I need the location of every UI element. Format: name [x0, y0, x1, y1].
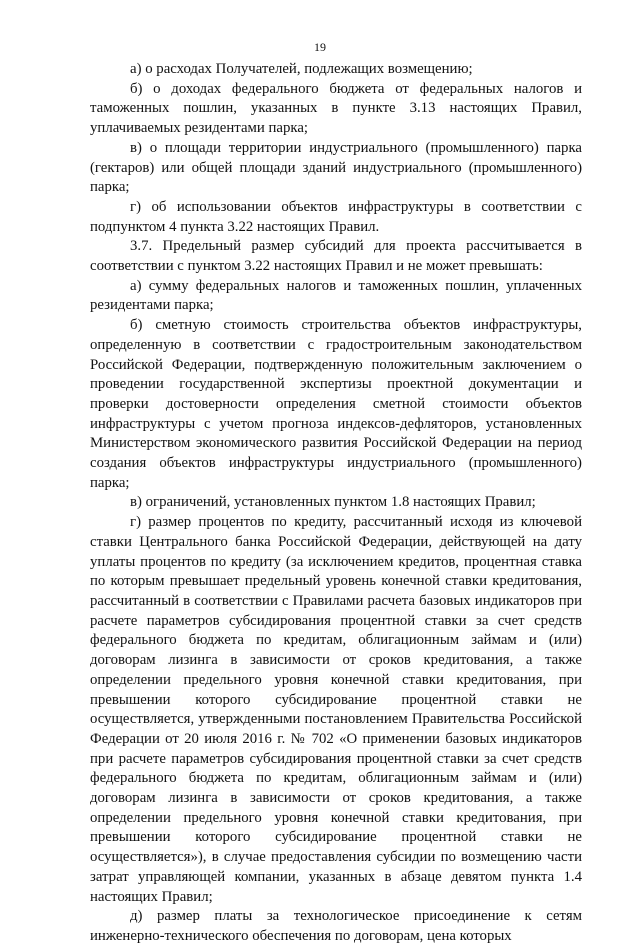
paragraph-3-7-g: г) размер процентов по кредиту, рассчитанный исходя из ключевой ставки Центрального банка Российской Федерации, действующей на дату уплаты процентов по кредиту (за исключением кредитов, процентная ставка по которым превышает предельный уровень конечной ставки кредитования, рассчитанный в соответствии с Правилами расчета базовых индикаторов при расчете параметров субсидирования процентной ставки за счет средств федерального бюджета по кредитам, облигационным займам и (или) договорам лизинга в зависимости от сроков кредитования, а также определении предельного уровня конечной ставки кредитования, при превышении которого субсидирование процентной ставки не осуществляется, утвержденными постановлением Правительства Российской Федерации от 20 июля 2016 г. № 702 «О применении базовых индикаторов при расчете параметров субсидирования процентной ставки за счет средств федерального бюджета по кредитам, облигационным займам и (или) договорам лизинга в зависимости от сроков кредитования, а также определении предельного уровня конечной ставки кредитования, при превышении которого субсидирование процентной ставки не осуществляется»), в случае предоставления субсидии по возмещению части затрат управляющей компании, указанных в абзаце девятом пункта 1.4 настоящих Правил;: [90, 514, 582, 905]
paragraph-3-7-d: д) размер платы за технологическое присоединение к сетям инженерно-технического обеспечения по договорам, цена которых: [90, 908, 582, 944]
paragraph-3-7-a: а) сумму федеральных налогов и таможенных пошлин, уплаченных резидентами парка;: [90, 277, 582, 314]
paragraph-3-7-b: б) сметную стоимость строительства объектов инфраструктуры, определенную в соответствии с градостроительным законодательством Российской Федерации, подтвержденную положительным заключением о проведении государственной экспертизы проектной документации и проверки достоверности определения сметной стоимости объектов инфраструктуры с учетом прогноза индексов-дефляторов, установленных Министерством экономического развития Российской Федерации на период создания объектов инфраструктуры индустриального (промышленного) парка;: [90, 317, 582, 491]
paragraph-3-7-v: в) ограничений, установленных пунктом 1.8 настоящих Правил;: [130, 494, 536, 511]
paragraph-3-6-g: г) об использовании объектов инфраструктуры в соответствии с подпунктом 4 пункта 3.22 настоящих Правил.: [90, 198, 582, 235]
page-number: 19: [314, 40, 326, 54]
document-body: [90, 60, 582, 947]
paragraph-3-7: 3.7. Предельный размер субсидий для проекта рассчитывается в соответствии с пунктом 3.22 настоящих Правил и не может превышать:: [90, 238, 582, 275]
paragraph-3-6-a: а) о расходах Получателей, подлежащих возмещению;: [130, 61, 473, 77]
paragraph-3-6-v: в) о площади территории индустриального (промышленного) парка (гектаров) или общей площади зданий индустриального (промышленного) парка;: [90, 139, 582, 196]
paragraph-3-6-b: б) о доходах федерального бюджета от федеральных налогов и таможенных пошлин, указанных в пункте 3.13 настоящих Правил, уплачиваемых резидентами парка;: [90, 80, 582, 137]
